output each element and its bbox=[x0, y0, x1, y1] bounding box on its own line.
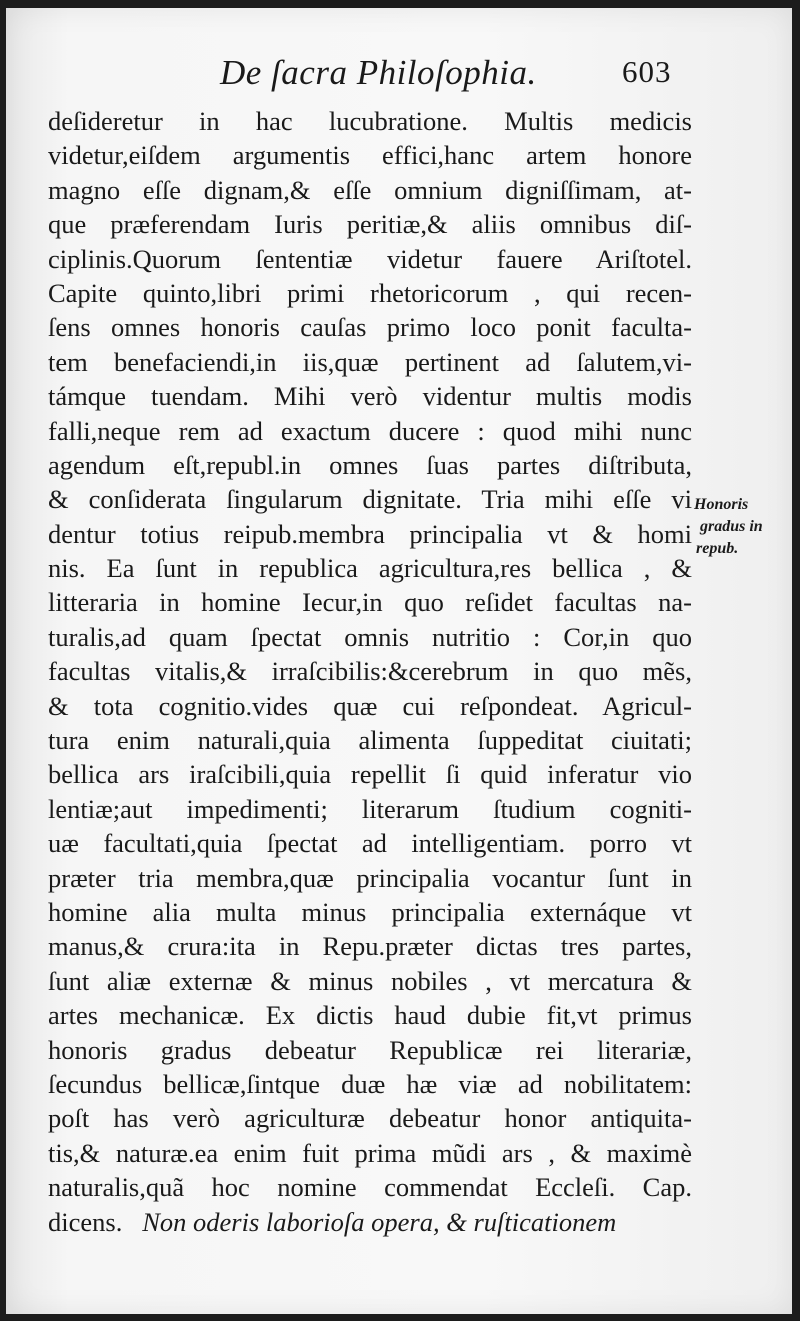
marginal-note-line: repub. bbox=[696, 540, 739, 557]
text-line: falli,neque rem ad exactum ducere : quod mihi nunc bbox=[48, 415, 692, 446]
text-line: facultas vitalis,& irraſcibilis:&cerebrum in quo mẽs, bbox=[48, 656, 692, 687]
text-line: uæ facultati,quia ſpectat ad intelligentiam. porro vt bbox=[48, 828, 692, 859]
page-number: 603 bbox=[622, 54, 672, 89]
body-text bbox=[48, 104, 692, 1239]
text-line: tis,& naturæ.ea enim fuit prima mũdi ars , & maximè bbox=[48, 1137, 692, 1168]
text-line: ſecundus bellicæ,ſintque duæ hæ viæ ad nobilitatem: bbox=[48, 1068, 692, 1099]
text-line: lentiæ;aut impedimenti; literarum ſtudium cogniti- bbox=[48, 793, 692, 824]
text-line: & tota cognitio.vides quæ cui reſpondeat. Agricul- bbox=[48, 690, 692, 721]
running-head-title: De ſacra Philoſophia. bbox=[220, 53, 537, 92]
marginal-note-line: gradus in bbox=[700, 518, 763, 535]
text-line: naturalis,quã hoc nomine commendat Eccleſi. Cap. bbox=[48, 1172, 692, 1203]
text-line: Capite quinto,libri primi rhetoricorum , qui recen- bbox=[48, 277, 692, 308]
text-line: videtur,eiſdem argumentis effici,hanc artem honore bbox=[48, 140, 692, 171]
text-line: dentur totius reipub.membra principalia vt & homi bbox=[48, 518, 692, 549]
text-line: que præferendam Iuris peritiæ,& aliis omnibus diſ- bbox=[48, 209, 692, 240]
text-line: turalis,ad quam ſpectat omnis nutritio : Cor,in quo bbox=[48, 621, 692, 652]
marginal-note-line: Honoris bbox=[694, 496, 749, 513]
text-line: támque tuendam. Mihi verò videntur multis modis bbox=[48, 381, 692, 412]
text-line: præter tria membra,quæ principalia vocantur ſunt in bbox=[48, 862, 692, 893]
text-line: agendum eſt,republ.in omnes ſuas partes diſtributa, bbox=[48, 449, 692, 480]
text-line: ſunt aliæ externæ & minus nobiles , vt mercatura & bbox=[48, 965, 692, 996]
text-line: magno eſſe dignam,& eſſe omnium digniſſimam, at- bbox=[48, 174, 692, 205]
marginal-note bbox=[694, 494, 763, 560]
text-line: honoris gradus debeatur Republicæ rei literariæ, bbox=[48, 1034, 692, 1065]
text-line-final-italic: Non oderis laborioſa opera, & ruſticationem bbox=[142, 1206, 617, 1237]
text-line: manus,& crura:ita in Repu.præter dictas tres partes, bbox=[48, 931, 692, 962]
text-line: poſt has verò agriculturæ debeatur honor antiquita- bbox=[48, 1103, 692, 1134]
text-line: litteraria in homine Iecur,in quo reſidet facultas na- bbox=[48, 587, 692, 618]
text-line: tura enim naturali,quia alimenta ſuppeditat ciuitati; bbox=[48, 725, 692, 756]
text-line: & conſiderata ſingularum dignitate. Tria mihi eſſe vi bbox=[48, 484, 692, 515]
text-line-final bbox=[48, 1205, 692, 1239]
text-line: homine alia multa minus principalia externáque vt bbox=[48, 896, 692, 927]
text-line: tem benefaciendi,in iis,quæ pertinent ad ſalutem,vi- bbox=[48, 346, 692, 377]
text-line: ciplinis.Quorum ſententiæ videtur fauere Ariſtotel. bbox=[48, 243, 692, 274]
text-line: ſens omnes honoris cauſas primo loco ponit faculta- bbox=[48, 312, 692, 343]
book-page bbox=[6, 8, 792, 1314]
text-line: artes mechanicæ. Ex dictis haud dubie fit,vt primus bbox=[48, 1000, 692, 1031]
text-line: nis. Ea ſunt in republica agricultura,res bellica , & bbox=[48, 553, 692, 584]
text-line-final-roman: dicens. bbox=[48, 1206, 123, 1237]
text-line: bellica ars iraſcibili,quia repellit ſi quid inferatur vio bbox=[48, 759, 692, 790]
text-line: deſideretur in hac lucubratione. Multis medicis bbox=[48, 106, 692, 136]
